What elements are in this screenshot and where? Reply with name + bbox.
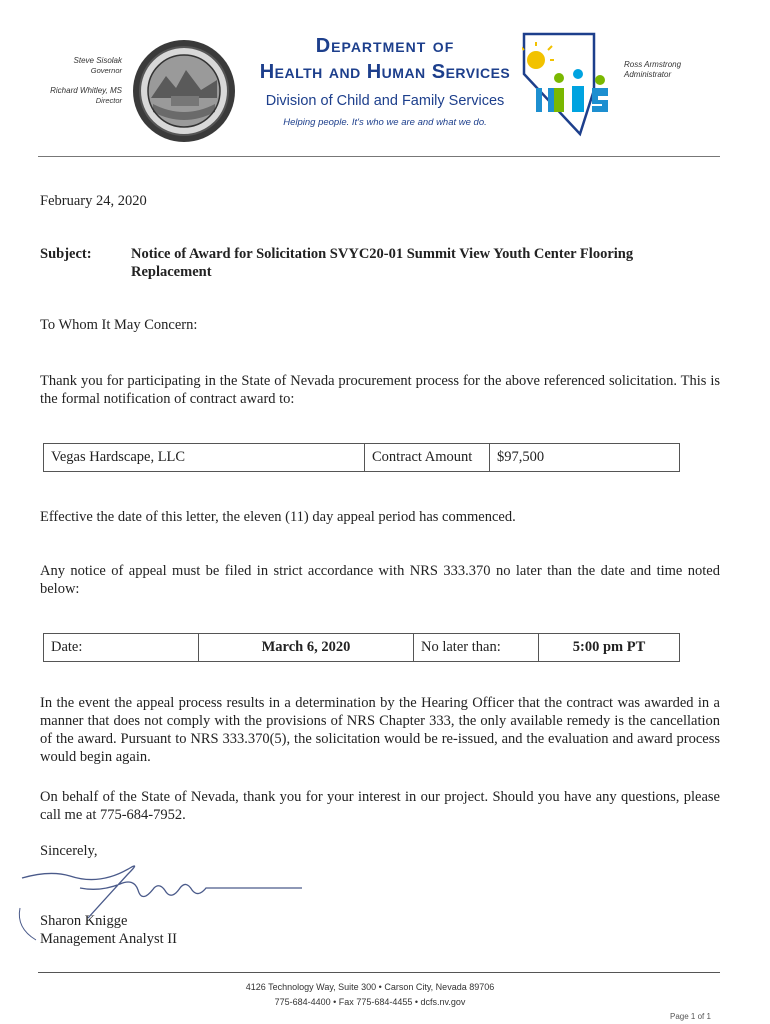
letter-date: February 24, 2020 bbox=[40, 193, 147, 209]
governor-role: Governor bbox=[90, 66, 122, 75]
award-table bbox=[43, 443, 680, 472]
tagline: Helping people. It's who we are and what we do. bbox=[283, 117, 487, 128]
footer-divider bbox=[38, 972, 720, 973]
administrator-role: Administrator bbox=[624, 70, 672, 79]
administrator-name: Ross Armstrong bbox=[624, 60, 682, 69]
paragraph-participation: Thank you for participating in the State of Nevada procurement process for the above referenced solicitation. This is the formal notification of contract award to: bbox=[40, 373, 720, 407]
deadline-date: March 6, 2020 bbox=[199, 634, 414, 662]
officials-right bbox=[624, 60, 724, 80]
footer-address: 4126 Technology Way, Suite 300 • Carson City, Nevada 89706 bbox=[245, 982, 495, 992]
signer-name: Sharon Knigge bbox=[40, 913, 128, 929]
department-line1: Department of bbox=[315, 35, 455, 57]
director-role: Director bbox=[95, 96, 122, 105]
greeting: To Whom It May Concern: bbox=[40, 317, 198, 333]
footer bbox=[150, 980, 590, 1010]
deadline-date-label: Date: bbox=[44, 634, 199, 662]
deadline-time: 5:00 pm PT bbox=[539, 634, 680, 662]
award-amount-label: Contract Amount bbox=[365, 444, 490, 472]
dhhs-logo-icon bbox=[522, 30, 622, 138]
paragraph-thanks: On behalf of the State of Nevada, thank you for your interest in our project. Should you have any questions, please call me at 775-684-7952. bbox=[40, 789, 720, 823]
closing: Sincerely, bbox=[40, 843, 98, 859]
deadline-time-label: No later than: bbox=[414, 634, 539, 662]
award-vendor: Vegas Hardscape, LLC bbox=[44, 444, 365, 472]
nevada-state-seal-icon bbox=[131, 38, 237, 144]
director-name: Richard Whitley, MS bbox=[50, 86, 122, 95]
officials-left bbox=[42, 56, 122, 106]
deadline-table bbox=[43, 633, 680, 662]
paragraph-appeal-period: Effective the date of this letter, the eleven (11) day appeal period has commenced. bbox=[40, 509, 516, 525]
signer-title: Management Analyst II bbox=[40, 931, 177, 947]
paragraph-appeal-outcome: In the event the appeal process results in a determination by the Hearing Officer that the contract was awarded in a manner that does not comply with the provisions of NRS Chapter 333, the only available remedy is the cancellation of the award. Pursuant to NRS 333.370(5), the solicitation would be re-issued, and the evaluation and award process would begin again. bbox=[40, 695, 720, 765]
governor-name: Steve Sisolak bbox=[73, 56, 122, 65]
paragraph-appeal-notice: Any notice of appeal must be filed in strict accordance with NRS 333.370 no later than the date and time noted below: bbox=[40, 563, 720, 597]
page-number: Page 1 of 1 bbox=[670, 1012, 711, 1021]
department-line2: Health and Human Services bbox=[259, 61, 511, 83]
division-name: Division of Child and Family Services bbox=[265, 93, 505, 109]
award-amount: $97,500 bbox=[490, 444, 680, 472]
subject-text: Notice of Award for Solicitation SVYC20-01 Summit View Youth Center Flooring Replacement bbox=[131, 246, 634, 280]
header-divider bbox=[38, 156, 720, 157]
subject-label: Subject: bbox=[40, 246, 92, 262]
footer-contact: 775-684-4400 • Fax 775-684-4455 • dcfs.nv.gov bbox=[274, 997, 466, 1007]
department-header bbox=[255, 33, 515, 128]
